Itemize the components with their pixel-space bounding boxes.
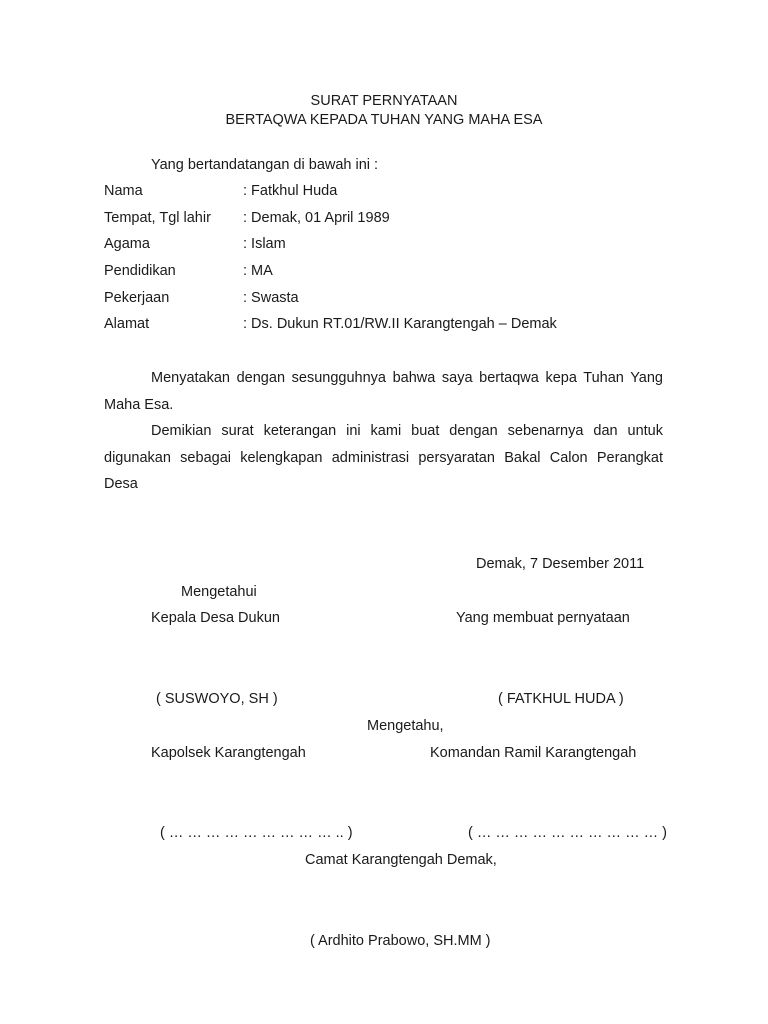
pembuat-name: ( FATKHUL HUDA ) xyxy=(498,691,624,707)
field-value-nama: : Fatkhul Huda xyxy=(243,183,338,199)
field-value-agama: : Islam xyxy=(243,236,286,252)
kapolsek-title: Kapolsek Karangtengah xyxy=(151,745,306,761)
camat-name: ( Ardhito Prabowo, SH.MM ) xyxy=(310,933,491,949)
title-line-1: SURAT PERNYATAAN xyxy=(310,93,458,109)
title-line-2: BERTAQWA KEPADA TUHAN YANG MAHA ESA xyxy=(225,112,543,128)
camat-title: Camat Karangtengah Demak, xyxy=(305,852,497,868)
field-label-agama: Agama xyxy=(104,236,150,252)
danramil-name-placeholder: ( … … … … … … … … … … ) xyxy=(468,825,667,841)
field-value-alamat: : Ds. Dukun RT.01/RW.II Karangtengah – Demak xyxy=(243,316,557,332)
field-label-nama: Nama xyxy=(104,183,143,199)
pembuat-title: Yang membuat pernyataan xyxy=(456,610,630,626)
statement-paragraph: Menyatakan dengan sesungguhnya bahwa saya bertaqwa kepa Tuhan Yang Maha Esa. xyxy=(104,370,663,413)
field-label-ttl: Tempat, Tgl lahir xyxy=(104,210,211,226)
intro-text: Yang bertandatangan di bawah ini : xyxy=(151,157,379,173)
mengetahui-label: Mengetahui xyxy=(181,584,257,600)
danramil-title: Komandan Ramil Karangtengah xyxy=(430,745,637,761)
mengetahu-label: Mengetahu, xyxy=(367,718,444,734)
field-label-pekerjaan: Pekerjaan xyxy=(104,290,170,306)
field-value-pekerjaan: : Swasta xyxy=(243,290,299,306)
kapolsek-name-placeholder: ( … … … … … … … … … .. ) xyxy=(160,825,353,841)
kepala-desa-title: Kepala Desa Dukun xyxy=(151,610,280,626)
field-value-ttl: : Demak, 01 April 1989 xyxy=(243,210,390,226)
closing-paragraph: Demikian surat keterangan ini kami buat dengan sebenarnya dan untuk digunakan sebagai kelengkapan administrasi persyaratan Bakal Calon Perangkat Desa xyxy=(104,423,663,492)
field-label-alamat: Alamat xyxy=(104,316,150,332)
kepala-desa-name: ( SUSWOYO, SH ) xyxy=(156,691,278,707)
field-value-pendidikan: : MA xyxy=(243,263,273,279)
place-date: Demak, 7 Desember 2011 xyxy=(476,556,645,572)
field-label-pendidikan: Pendidikan xyxy=(104,263,176,279)
